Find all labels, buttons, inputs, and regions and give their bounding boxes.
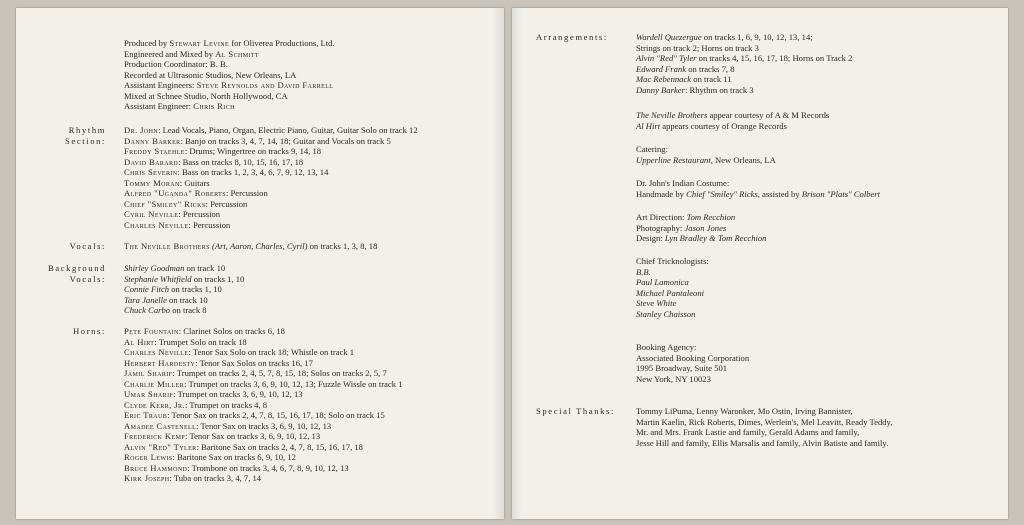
person-name: Michael Pantaleoni xyxy=(636,287,705,298)
credit-text: Mixed at Schnee Studio, North Hollywood, CA xyxy=(124,90,288,101)
costume-credit xyxy=(636,189,880,200)
arrangement-credit xyxy=(636,32,813,43)
rhythm-credit xyxy=(124,157,303,168)
costume-text: Handmade by xyxy=(636,188,687,199)
musician-role: : Bass on tracks 8, 10, 15, 16, 17, 18 xyxy=(178,156,304,167)
art-credit xyxy=(636,233,766,244)
credit-name: Chris Rich xyxy=(193,101,235,111)
person-name: B.B. xyxy=(636,266,651,277)
booking-text: Booking Agency: xyxy=(636,342,697,352)
courtesy-note xyxy=(636,121,787,132)
arrangement-credit xyxy=(636,85,754,96)
thanks-line xyxy=(636,427,859,438)
catering-label xyxy=(636,144,668,155)
arranger-role: : Rhythm on track 3 xyxy=(684,84,754,95)
musician-role: : Bass on tracks 1, 2, 3, 4, 6, 7, 9, 12, 13, 14 xyxy=(177,167,329,177)
arranger-name: Edward Frank xyxy=(636,63,687,74)
maker-name: Chief "Smiley" Ricks xyxy=(686,188,758,199)
production-credit xyxy=(124,91,288,102)
credit-name: Al Schmitt xyxy=(215,48,259,59)
rhythm-credit xyxy=(124,178,210,189)
musician-name: David Barard xyxy=(124,156,179,167)
arranger-name: Wardell Quezergue xyxy=(636,32,702,42)
credit-name: Steve Reynolds and David Farrell xyxy=(196,80,334,90)
musician-name: Charles Neville xyxy=(124,219,189,230)
musician-role: : Baritone Sax on tracks 2, 4, 7, 8, 15, 16, 17, 18 xyxy=(196,441,363,452)
arranger-name: Danny Barker xyxy=(636,84,685,95)
rhythm-credit xyxy=(124,125,418,136)
musician-name: Tommy Moran xyxy=(124,177,180,188)
horn-credit xyxy=(124,389,303,400)
production-credit xyxy=(124,70,296,81)
catering-credit xyxy=(636,155,776,166)
horn-credit xyxy=(124,358,313,369)
musician-name: Herbert Hardesty xyxy=(124,357,196,368)
musician-role: : Tenor Sax Solo on track 18; Whistle on track 1 xyxy=(188,347,355,357)
thanks-text: Martin Kaelin, Rick Roberts, Dimes, Werlein's, Mel Leavitt, Ready Teddy, xyxy=(636,416,893,427)
tricknologist-name xyxy=(636,267,651,278)
label-text: Dr. John's Indian Costume: xyxy=(636,178,730,188)
production-credit xyxy=(124,101,235,112)
arranger-role: on track 11 xyxy=(691,74,732,84)
left-page xyxy=(16,8,504,519)
rhythm-section-heading: Section: xyxy=(65,135,106,146)
singer-role: on track 10 xyxy=(184,263,226,273)
credit-text: Engineered and Mixed by xyxy=(124,48,216,59)
arrangement-credit xyxy=(636,64,735,75)
musician-name: Dr. John xyxy=(124,125,159,135)
musician-role: : Trombone on tracks 3, 4, 6, 7, 8, 9, 10, 12, 13 xyxy=(187,462,349,473)
thanks-text: Tommy LiPuma, Lenny Waronker, Mo Ostin, Irving Bannister, xyxy=(636,406,853,416)
artist-name: Al Hirt xyxy=(636,120,661,131)
singer-role: on track 8 xyxy=(170,305,207,315)
musician-role: : Percussion xyxy=(188,219,231,230)
label-text: Catering: xyxy=(636,144,668,154)
background-vocal-credit xyxy=(124,295,208,306)
arranger-role: on tracks 1, 6, 9, 10, 12, 13, 14; xyxy=(701,32,813,42)
musician-name: The Neville Brothers xyxy=(124,241,210,251)
thanks-line xyxy=(636,406,853,417)
singer-name: Connie Fitch xyxy=(124,284,170,294)
horn-credit xyxy=(124,473,261,484)
credit-role: Art Direction: xyxy=(636,212,687,222)
musician-name: Al Hirt xyxy=(124,336,155,347)
special-thanks-heading: Special Thanks: xyxy=(536,406,615,416)
singer-name: Tara Janelle xyxy=(124,294,167,305)
musician-name: Chief "Smiley" Ricks xyxy=(124,198,206,209)
musician-name: Charles Neville xyxy=(124,347,189,357)
booking-text: 1995 Broadway, Suite 501 xyxy=(636,363,728,373)
credit-name: Tom Recchion xyxy=(686,212,736,222)
thanks-line xyxy=(636,417,892,428)
background-vocals-heading: Vocals: xyxy=(69,273,106,284)
horn-credit xyxy=(124,337,247,348)
tricknologists-label xyxy=(636,256,709,267)
musician-role: : Tuba on tracks 3, 4, 7, 14 xyxy=(169,473,262,483)
caterer-location: , New Orleans, LA xyxy=(710,154,776,165)
art-credit xyxy=(636,223,726,234)
musician-role: : Banjo on tracks 3, 4, 7, 14, 18; Guitar and Vocals on track 5 xyxy=(180,135,391,146)
horn-credit xyxy=(124,431,320,442)
musician-name: Pete Fountain xyxy=(124,326,179,336)
horn-credit xyxy=(124,400,267,411)
rhythm-credit xyxy=(124,188,268,199)
credit-name: Jason Jones xyxy=(684,222,727,233)
rhythm-credit xyxy=(124,220,230,231)
courtesy-text: appear courtesy of A & M Records xyxy=(707,110,830,120)
rhythm-credit xyxy=(124,199,247,210)
horn-credit xyxy=(124,410,385,421)
arranger-role: on tracks 7, 8 xyxy=(686,63,735,74)
musician-name: Cyril Neville xyxy=(124,209,179,219)
background-vocal-credit xyxy=(124,305,207,316)
right-page xyxy=(512,8,1008,519)
booking-line xyxy=(636,342,696,353)
musician-name: Frederick Kemp xyxy=(124,431,186,441)
production-credit xyxy=(124,49,259,60)
credit-text: Recorded at Ultrasonic Studios, New Orleans, LA xyxy=(124,69,297,80)
tricknologist-name xyxy=(636,298,676,309)
horn-credit xyxy=(124,347,354,358)
musician-role: : Lead Vocals, Piano, Organ, Electric Piano, Guitar, Guitar Solo on track 12 xyxy=(158,125,418,135)
singer-role: on track 10 xyxy=(166,294,208,305)
credit-text: Assistant Engineers: xyxy=(124,80,197,90)
rhythm-credit xyxy=(124,136,391,147)
caterer-name: Upperline Restaurant xyxy=(636,154,711,165)
musician-name: Eric Traub xyxy=(124,410,168,420)
arrangement-credit xyxy=(636,74,732,85)
tricknologist-name xyxy=(636,309,695,320)
musician-name: Alfred "Uganda" Roberts xyxy=(124,188,226,198)
credit-text: for Oliverea Productions, Ltd. xyxy=(229,38,335,48)
costume-label xyxy=(636,178,729,189)
musician-role: : Tenor Sax on tracks 3, 6, 9, 10, 12, 13 xyxy=(185,431,321,441)
singer-name: Chuck Carbo xyxy=(124,305,171,315)
musician-name: Freddy Staehle xyxy=(124,146,185,156)
musician-role: : Baritone Sax on tracks 6, 9, 10, 12 xyxy=(172,452,296,462)
thanks-text: Mr. and Mrs. Frank Lastie and family, Gerald Adams and family, xyxy=(636,427,860,437)
arrangement-credit xyxy=(636,53,852,64)
musician-name: Roger Lewis xyxy=(124,452,173,462)
musician-name: Umar Sharif xyxy=(124,389,174,399)
horn-credit xyxy=(124,368,387,379)
credit-name: Stewart Levine xyxy=(169,38,230,48)
art-credit xyxy=(636,212,735,223)
vocals-credit xyxy=(124,241,377,252)
booking-line xyxy=(636,353,749,364)
musician-role: on tracks 1, 3, 8, 18 xyxy=(307,241,378,251)
thanks-text: Jesse Hill and family, Ellis Marsalis and family, Alvin Batiste and family. xyxy=(636,437,889,448)
musician-role: : Guitars xyxy=(179,177,210,188)
rhythm-credit xyxy=(124,146,321,157)
musician-name: Clyde Kerr, Jr. xyxy=(124,399,185,410)
musician-name: Bruce Hammond xyxy=(124,462,188,473)
musician-name: Charlie Miller xyxy=(124,378,185,389)
production-credit xyxy=(124,80,333,91)
musician-role: : Trumpet on tracks 3, 6, 9, 10, 12, 13; Fuzzle Wissle on track 1 xyxy=(184,378,403,389)
musician-role: : Trumpet on tracks 3, 6, 9, 10, 12, 13 xyxy=(173,389,303,399)
musician-role: : Tenor Sax Solos on tracks 16, 17 xyxy=(195,357,313,368)
singer-role: on tracks 1, 10 xyxy=(169,284,222,294)
singer-name: Shirley Goodman xyxy=(124,263,185,273)
left-gutter-shadow xyxy=(492,8,504,519)
musician-name: Jamil Sharif xyxy=(124,368,173,378)
horn-credit xyxy=(124,379,403,390)
musician-role: : Trumpet Solo on track 18 xyxy=(154,336,247,347)
background-vocal-credit xyxy=(124,284,222,295)
arranger-name: Mac Rebennack xyxy=(636,74,692,84)
credit-role: Design: xyxy=(636,233,665,243)
rhythm-section-heading: Rhythm xyxy=(68,125,106,135)
tricknologist-name xyxy=(636,277,689,288)
credit-name: Lyn Bradley & Tom Recchion xyxy=(664,233,767,243)
credit-text: Production Coordinator: B. B. xyxy=(124,59,228,69)
credit-role: Photography: xyxy=(636,222,685,233)
horn-credit xyxy=(124,442,363,453)
musician-name: Chris Severin xyxy=(124,167,178,177)
rhythm-credit xyxy=(124,167,328,178)
background-vocal-credit xyxy=(124,274,244,285)
singer-role: on tracks 1, 10 xyxy=(191,273,245,284)
horn-credit xyxy=(124,421,331,432)
booking-line xyxy=(636,363,727,374)
maker-name: Brison "Plats" Colbert xyxy=(801,188,881,199)
musician-role: : Tenor Sax on tracks 3, 6, 9, 10, 12, 13 xyxy=(196,420,332,431)
thanks-line xyxy=(636,438,888,449)
musician-role: : Clarinet Solos on tracks 6, 18 xyxy=(178,326,285,336)
booking-line xyxy=(636,374,711,385)
singer-name: Stephanie Whitfield xyxy=(124,273,192,284)
musician-role: : Percussion xyxy=(225,188,268,198)
musician-name: Kirk Joseph xyxy=(124,473,170,483)
musician-name: Amadee Castenell xyxy=(124,420,197,431)
booking-text: New York, NY 10023 xyxy=(636,373,711,384)
courtesy-text: appears courtesy of Orange Records xyxy=(660,120,787,131)
credit-text: Produced by xyxy=(124,38,170,48)
production-credit xyxy=(124,59,228,70)
vocals-heading: Vocals: xyxy=(69,241,106,251)
musician-role: : Percussion xyxy=(178,209,221,219)
horn-credit xyxy=(124,452,296,463)
background-vocals-heading: Background xyxy=(47,263,106,273)
person-name: Steve White xyxy=(636,298,677,308)
musician-role: : Percussion xyxy=(205,198,248,209)
members-note: (Art, Aaron, Charles, Cyril) xyxy=(209,241,308,251)
arrangements-heading: Arrangements: xyxy=(536,32,608,42)
background-vocal-credit xyxy=(124,263,225,274)
musician-role: : Trumpet on tracks 2, 4, 5, 7, 8, 15, 18; Solos on tracks 2, 5, 7 xyxy=(172,368,387,378)
horns-heading: Horns: xyxy=(73,326,106,336)
arrangement-credit xyxy=(636,43,759,54)
artist-name: The Neville Brothers xyxy=(636,110,708,120)
arranger-role: Strings on track 2; Horns on track 3 xyxy=(636,42,759,53)
booking-text: Associated Booking Corporation xyxy=(636,352,750,363)
musician-name: Alvin "Red" Tyler xyxy=(124,441,197,452)
credit-text: Assistant Engineer: xyxy=(124,101,194,111)
musician-name: Danny Barker xyxy=(124,135,181,146)
arranger-name: Alvin "Red" Tyler xyxy=(636,53,697,63)
tricknologist-name xyxy=(636,288,704,299)
right-gutter-shadow xyxy=(512,8,522,519)
production-credit xyxy=(124,38,335,49)
musician-role: : Trumpet on tracks 4, 8 xyxy=(184,399,268,410)
person-name: Stanley Chaisson xyxy=(636,308,696,319)
person-name: Paul Lamonica xyxy=(636,277,689,287)
arranger-role: on tracks 4, 15, 16, 17, 18; Horns on Track 2 xyxy=(696,53,853,63)
label-text: Chief Tricknologists: xyxy=(636,256,709,266)
costume-text: , assisted by xyxy=(757,188,802,199)
horn-credit xyxy=(124,463,349,474)
horn-credit xyxy=(124,326,285,337)
courtesy-note xyxy=(636,110,829,121)
musician-role: : Drums; Wingertree on tracks 9, 14, 18 xyxy=(184,146,322,156)
rhythm-credit xyxy=(124,209,220,220)
musician-role: : Tenor Sax on tracks 2, 4, 7, 8, 15, 16, 17, 18; Solo on track 15 xyxy=(167,410,385,420)
